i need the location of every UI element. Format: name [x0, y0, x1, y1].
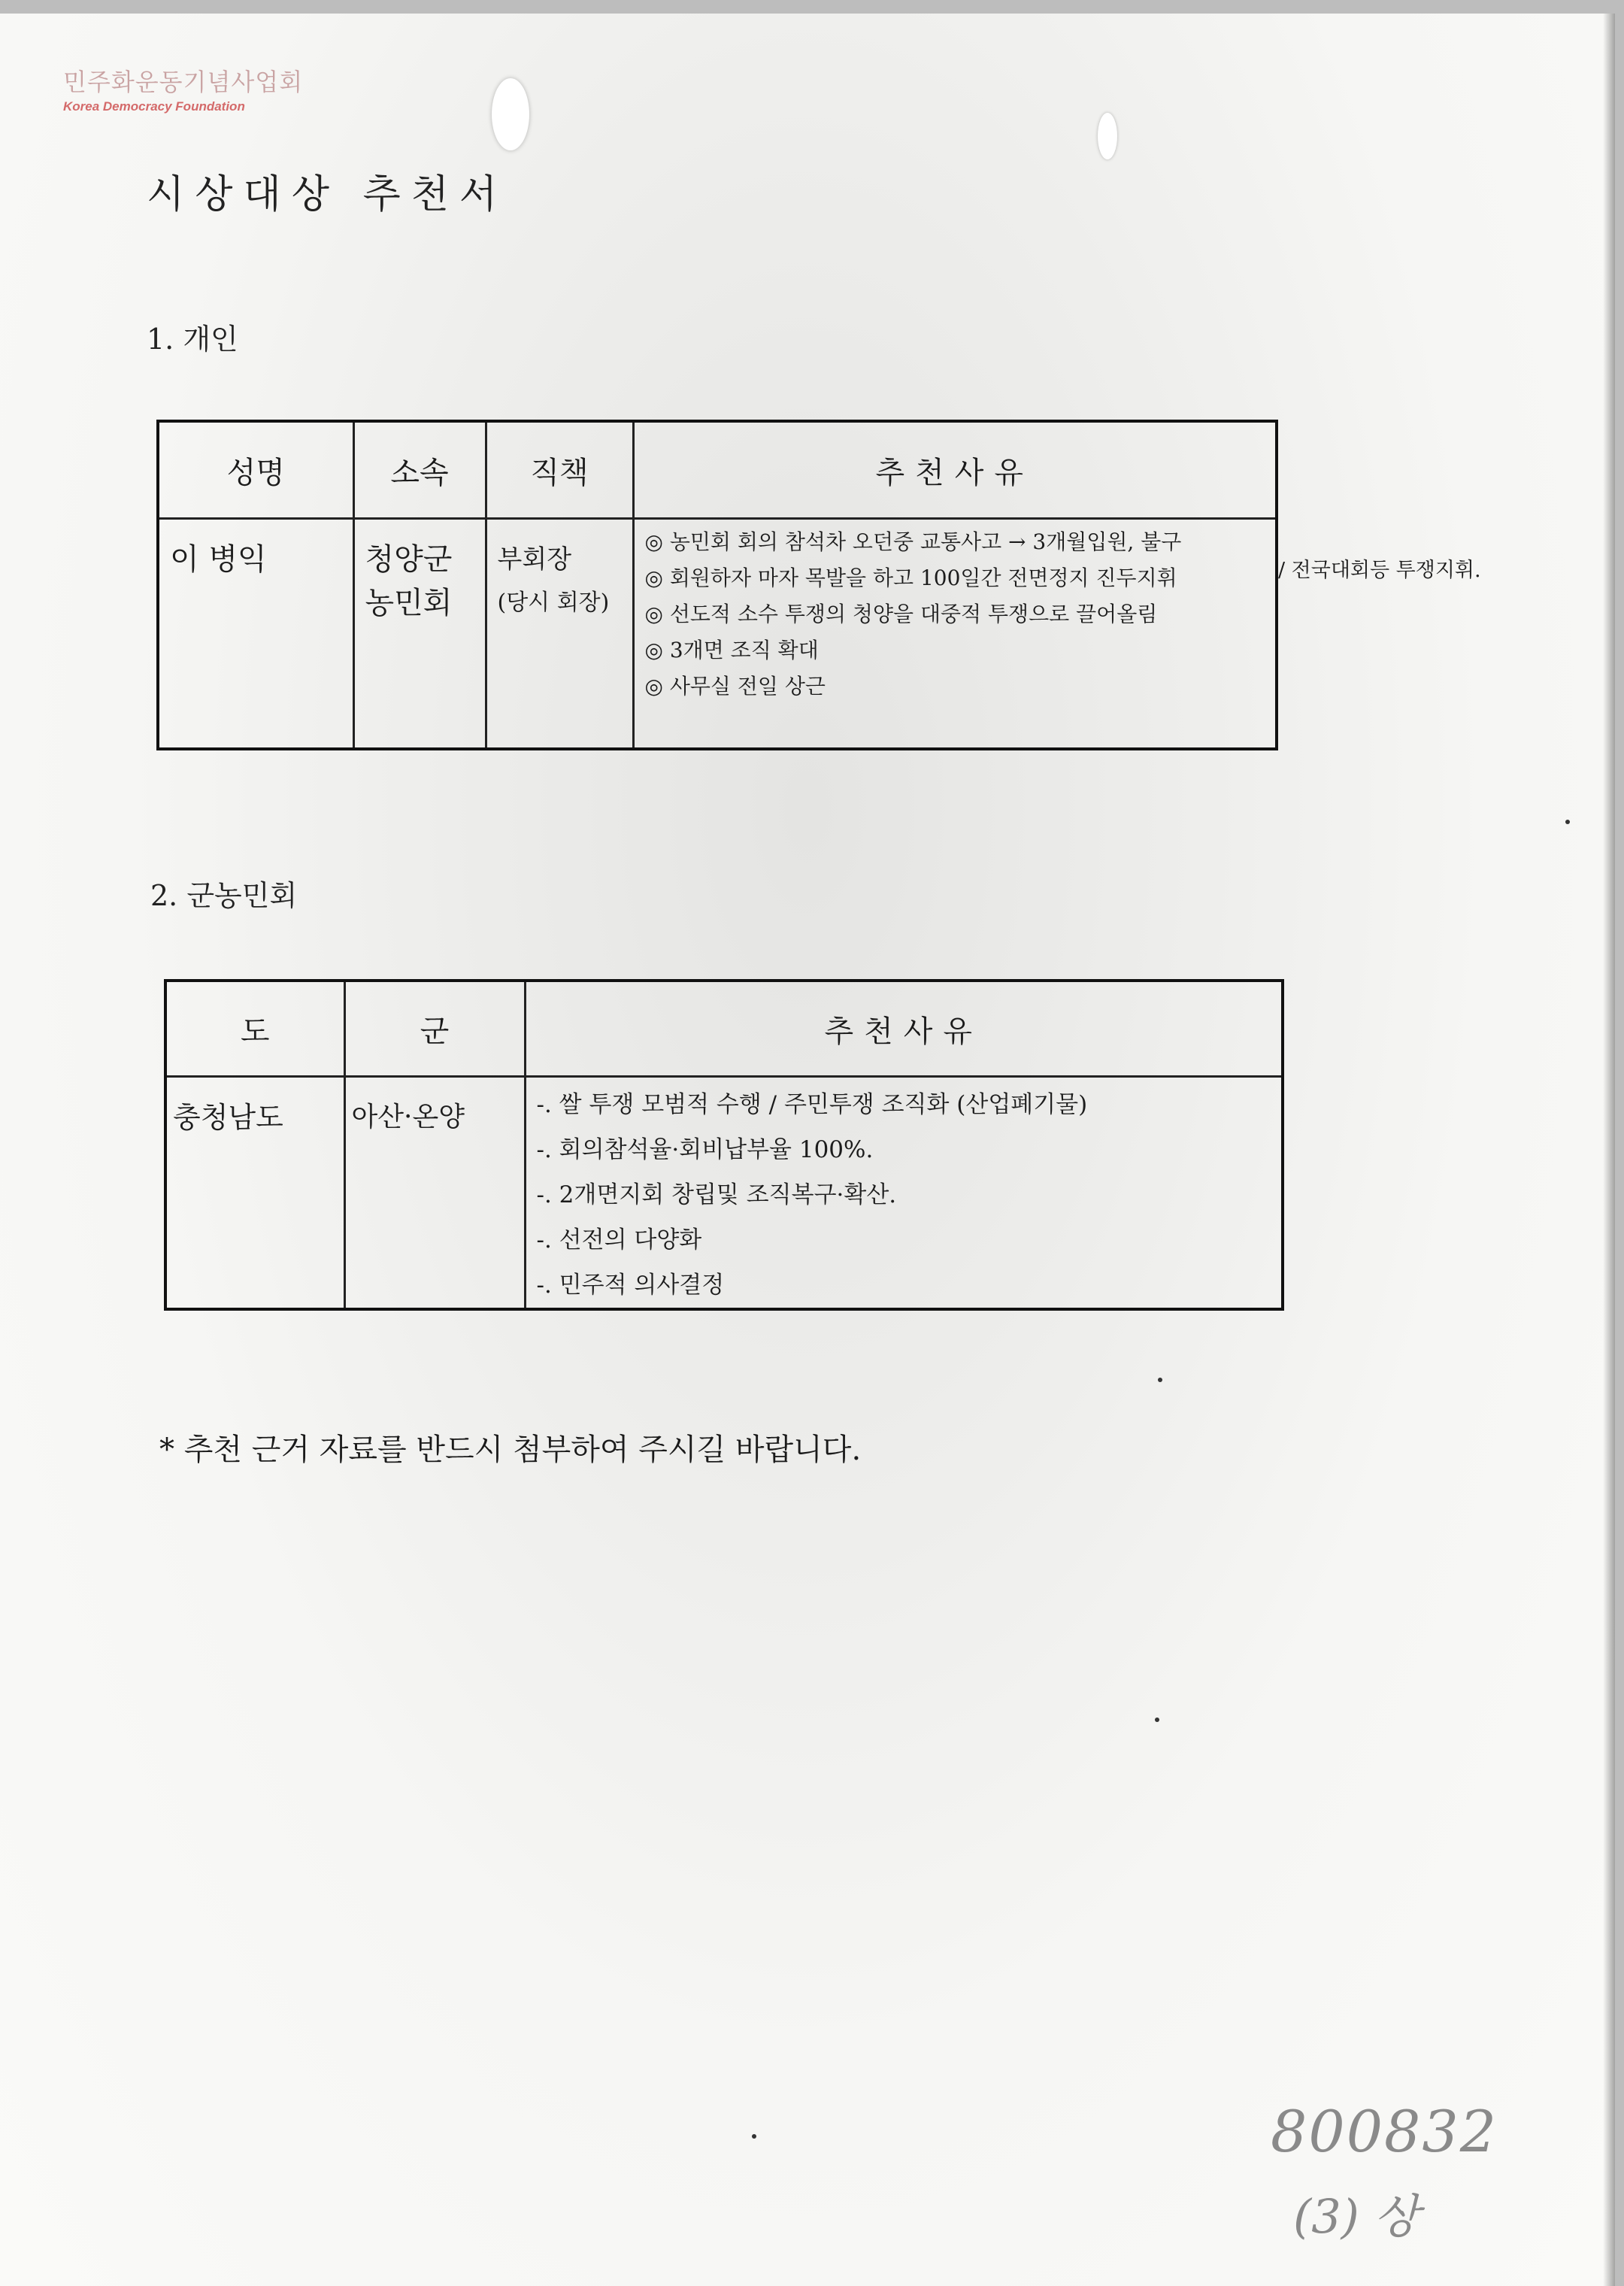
document-title: 시상대상 추천서	[147, 172, 508, 217]
province-cell: 충청남도	[165, 1077, 344, 1310]
table-row	[165, 1077, 1283, 1310]
list-item: -. 선전의 다양화	[536, 1226, 702, 1254]
header-province: 도	[165, 981, 344, 1077]
list-item: ◎ 사무실 전일 상근	[644, 674, 826, 699]
scan-speck	[1158, 1378, 1162, 1382]
scan-speck	[1155, 1718, 1159, 1722]
archive-sub-label: (3) 상	[1293, 2189, 1419, 2244]
county-reasons	[525, 1077, 1283, 1310]
header-name: 성명	[158, 421, 353, 519]
county-table	[164, 979, 1284, 1311]
table-row	[158, 519, 1277, 750]
list-item: ◎ 농민회 회의 참석차 오던중 교통사고 → 3개월입원, 불구	[644, 529, 1182, 554]
individual-table	[156, 420, 1278, 750]
logo-korean-text: 민주화운동기념사업회	[63, 68, 304, 96]
list-item: -. 회의참석율·회비납부율 100%.	[536, 1136, 874, 1163]
archive-number: 800832	[1271, 2098, 1498, 2165]
reason-overflow-note: / 전국대회등 투쟁지휘.	[1278, 559, 1481, 582]
affiliation-line: 농민회	[365, 586, 453, 620]
page-edge-shadow	[1603, 14, 1615, 2286]
section-individual-heading: 1. 개인	[147, 323, 238, 356]
header-position: 직책	[486, 421, 633, 519]
nominee-position	[486, 519, 633, 750]
punch-hole	[492, 78, 529, 150]
scan-speck	[752, 2134, 756, 2139]
table-header-row	[165, 981, 1283, 1077]
list-item: -. 민주적 의사결정	[536, 1272, 725, 1299]
document-page	[0, 14, 1615, 2286]
list-item: ◎ 회원하자 마자 목발을 하고 100일간 전면정지 진두지휘	[644, 565, 1177, 590]
county-cell: 아산·온양	[344, 1077, 525, 1310]
position-line: (당시 회장)	[497, 590, 610, 616]
list-item: -. 쌀 투쟁 모범적 수행 / 주민투쟁 조직화 (산업폐기물)	[536, 1091, 1088, 1118]
nominee-name: 이 병익	[158, 519, 353, 750]
section-county-heading: 2. 군농민회	[150, 879, 298, 912]
list-item: ◎ 선도적 소수 투쟁의 청양을 대중적 투쟁으로 끌어올림	[644, 602, 1158, 626]
attachment-footnote: * 추천 근거 자료를 반드시 첨부하여 주시길 바랍니다.	[159, 1433, 862, 1467]
affiliation-line: 청양군	[365, 542, 453, 577]
position-line: 부회장	[497, 544, 572, 575]
list-item: ◎ 3개면 조직 확대	[644, 638, 819, 662]
table-header-row	[158, 421, 1277, 519]
punch-hole	[1098, 113, 1117, 159]
nominee-affiliation	[353, 519, 486, 750]
header-reason: 추천사유	[525, 981, 1283, 1077]
header-reason: 추천사유	[633, 421, 1277, 519]
header-affiliation: 소속	[353, 421, 486, 519]
list-item: -. 2개면지회 창립및 조직복구·확산.	[536, 1181, 897, 1208]
nominee-reasons	[633, 519, 1277, 750]
scan-speck	[1565, 820, 1570, 824]
foundation-logo	[63, 63, 303, 114]
logo-english-text: Korea Democracy Foundation	[63, 99, 245, 114]
header-county: 군	[344, 981, 525, 1077]
